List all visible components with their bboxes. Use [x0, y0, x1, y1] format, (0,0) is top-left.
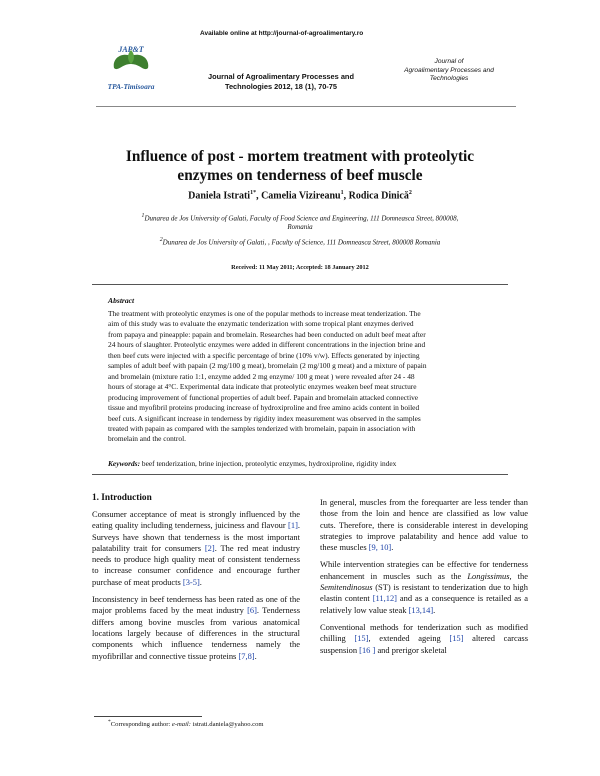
abstract-line: bromelain and the control. — [108, 434, 186, 444]
keywords-text: beef tenderization, brine injection, proteolytic enzymes, hydroxiproline, rigidity index — [140, 459, 397, 468]
author-name: Rodica Dinică — [348, 190, 409, 202]
footnote-email-label: e-mail: — [171, 721, 193, 729]
journal-name-right — [395, 58, 503, 84]
affiliation-1 — [105, 212, 495, 232]
citation-link[interactable]: [9, 10] — [368, 542, 392, 553]
section-heading-introduction: 1. Introduction — [92, 493, 152, 503]
section-rule — [92, 284, 508, 285]
abstract-line: aim of this study was to evaluate the enzymatic tenderization with some tropical plant enzymes derived — [108, 319, 414, 329]
affil-mark: 2 — [159, 237, 163, 243]
footnote-mark: * — [108, 719, 111, 725]
abstract-line: and bromelain (mixture ratio 1:1, enzyme added 2 mg enzyme/ 100 g meat ) were revealed after 24 - 48 — [108, 371, 415, 381]
paragraph-text: While intervention strategies can be effective for tenderness enhancement in muscles such as the — [320, 559, 528, 581]
affil-mark: 1 — [141, 213, 145, 219]
affil-2-text: Dunarea de Jos University of Galati, , Faculty of Science, 111 Domneasca Street, 800008 Romania — [162, 238, 441, 247]
citation-link[interactable]: [13,14] — [408, 604, 434, 615]
paragraph-text: altered carcass suspension — [320, 633, 529, 655]
citation-link[interactable]: [15] — [449, 633, 464, 644]
citation-link[interactable]: [6] — [247, 605, 257, 616]
abstract-line: then beef cuts were injected with a specific percentage of brine (10% v/w). Effects generated by injecting — [108, 350, 420, 360]
intro-paragraph — [92, 509, 300, 588]
author-list: Daniela Istrati$^{1*}$, Camelia Vizireanu$^1$, Rodica Dinică$^2$ — [188, 190, 412, 202]
paragraph-text: , the — [509, 570, 528, 581]
abstract-line: from papaya and pineapple: papain and bromelain. Researches had been conducted on adult beef meat after — [108, 329, 426, 339]
journal-citation — [192, 72, 370, 92]
abstract-line: producing improvement of functional properties of adult beef. Papain and bromelain attacked connective — [108, 392, 419, 402]
author-affil-mark: 1* — [250, 190, 257, 196]
journal-right-line: Technologies — [429, 75, 469, 83]
paragraph-text: and as a consequence is retailed as a relatively low value steak — [320, 593, 528, 615]
paragraph-text: Semitendinosus — [320, 582, 373, 593]
title-line1: Influence of post - mortem treatment with proteolytic — [125, 148, 475, 165]
logo-text-bottom: TPA-Timisoara — [107, 82, 155, 91]
journal-citation-line2: Technologies 2012, 18 (1), 70-75 — [224, 82, 337, 91]
abstract-line: beef cuts. A significant increase in tenderness by rigidity index measurement was observed in the samples — [108, 413, 421, 423]
author-name: Daniela Istrati — [188, 190, 251, 202]
paragraph-text: , extended ageing — [368, 633, 450, 644]
paragraph-text: . — [199, 576, 202, 587]
paragraph-text: . Surveys have shown that tenderness is the most important palatability trait for consumers — [92, 520, 300, 553]
paragraph-text: Inconsistency in beef tenderness has been rated as one of the major problems faced by the meat industry — [92, 594, 300, 616]
corresponding-author-footnote — [108, 719, 264, 728]
keywords — [108, 459, 508, 468]
paragraph-text: . Tenderness differs among bovine muscles from various anatomical locations largely because of differences in the structural components which influence tenderness namely the myofibrillar and connective tissue proteins — [92, 605, 300, 661]
footnote-label: Corresponding author: — [110, 721, 172, 729]
citation-link[interactable]: [11,12] — [372, 593, 397, 604]
author-affil-mark: 2 — [408, 190, 412, 196]
paper-title — [100, 147, 500, 185]
intro-paragraph — [320, 559, 528, 615]
availability-line: Available online at http://journal-of-agroalimentary.ro — [200, 30, 364, 37]
citation-link[interactable]: [1] — [288, 520, 298, 531]
intro-paragraph — [320, 497, 528, 553]
abstract-line: treated with papain as compared with the samples tenderized with bromelain, papain in association with — [108, 423, 416, 433]
logo-text-top: JAP&T — [118, 45, 144, 54]
abstract-heading: Abstract — [108, 296, 135, 305]
affil-1-line2: Romania — [287, 223, 313, 232]
journal-right-line: Journal of — [434, 58, 464, 65]
abstract-body — [108, 309, 508, 445]
paragraph-text: . The red meat industry needs to produce high quality meat of consistent tenderness to increase consumer confidence and encourage further purchase of meat products — [92, 542, 300, 587]
author-name: Camelia Vizireanu — [261, 190, 341, 202]
citation-link[interactable]: [15] — [354, 633, 369, 644]
paragraph-text: . — [391, 542, 394, 553]
journal-citation-line1: Journal of Agroalimentary Processes and — [208, 72, 354, 81]
journal-right-line: Agroalimentary Processes and — [404, 66, 494, 74]
header-rule — [96, 106, 516, 107]
paragraph-text: Longissimus — [467, 570, 510, 581]
citation-link[interactable]: [2] — [204, 542, 215, 553]
journal-logo — [100, 42, 162, 92]
paragraph-text: Consumer acceptance of meat is strongly influenced by the eating quality including tenderness, juiciness and flavour — [92, 509, 300, 531]
paragraph-text: Conventional methods for tenderization such as modified chilling — [320, 621, 528, 644]
affil-1-line1: Dunarea de Jos University of Galati, Faculty of Food Science and Engineering, 111 Domneasca Street, 800008, — [144, 214, 459, 223]
intro-paragraph — [92, 594, 300, 662]
footnote-rule — [94, 716, 202, 717]
abstract-line: tissue and myofibril proteins producing increase of hydroxiproline and free amino acids content in boiled — [108, 403, 420, 413]
section-rule — [92, 474, 508, 475]
affiliation-2 — [105, 236, 495, 247]
abstract-line: hours of storage at 4°C. Experimental data indicate that proteolytic enzymes weaken beef meat structure — [108, 382, 417, 392]
paragraph-text: . — [433, 604, 436, 615]
received-accepted-dates: Received: 11 May 2011; Accepted: 18 January 2012 — [231, 264, 369, 271]
intro-paragraph — [320, 622, 528, 656]
abstract-line: The treatment with proteolytic enzymes is one of the popular methods to increase meat tenderization. The — [108, 309, 421, 318]
title-line2: enzymes on tenderness of beef muscle — [177, 167, 423, 184]
text-column-right — [320, 497, 528, 662]
abstract-line: 24 hours of slaughter. Proteolytic enzymes were added in different concentrations in the injection brine and — [108, 340, 426, 350]
keywords-label: Keywords: — [108, 459, 141, 468]
citation-link[interactable]: [16 ] — [359, 644, 376, 655]
paragraph-text: (ST) is resistant to tenderization due to high elastin content — [320, 582, 528, 604]
paragraph-text: In general, muscles from the forequarter are less tender than those from the loin and hence are classified as low value cuts. Therefore, there is considerable interest in developing strategies to improve palatability and hence add value to these muscles — [320, 497, 528, 553]
footnote-email: istrati.daniela@yahoo.com — [192, 721, 264, 729]
author-affil-mark: 1 — [340, 190, 344, 196]
text-column-left — [92, 509, 300, 668]
paragraph-text: and prerigor skeletal — [375, 644, 447, 655]
citation-link[interactable]: [7,8] — [238, 650, 255, 661]
citation-link[interactable]: [3-5] — [182, 576, 200, 587]
abstract-line: samples of adult beef with papain (2 mg/100 g meat), bromelain (2 mg/100 g meat) and a mixture of papain — [108, 361, 427, 371]
paragraph-text: . — [254, 650, 257, 661]
